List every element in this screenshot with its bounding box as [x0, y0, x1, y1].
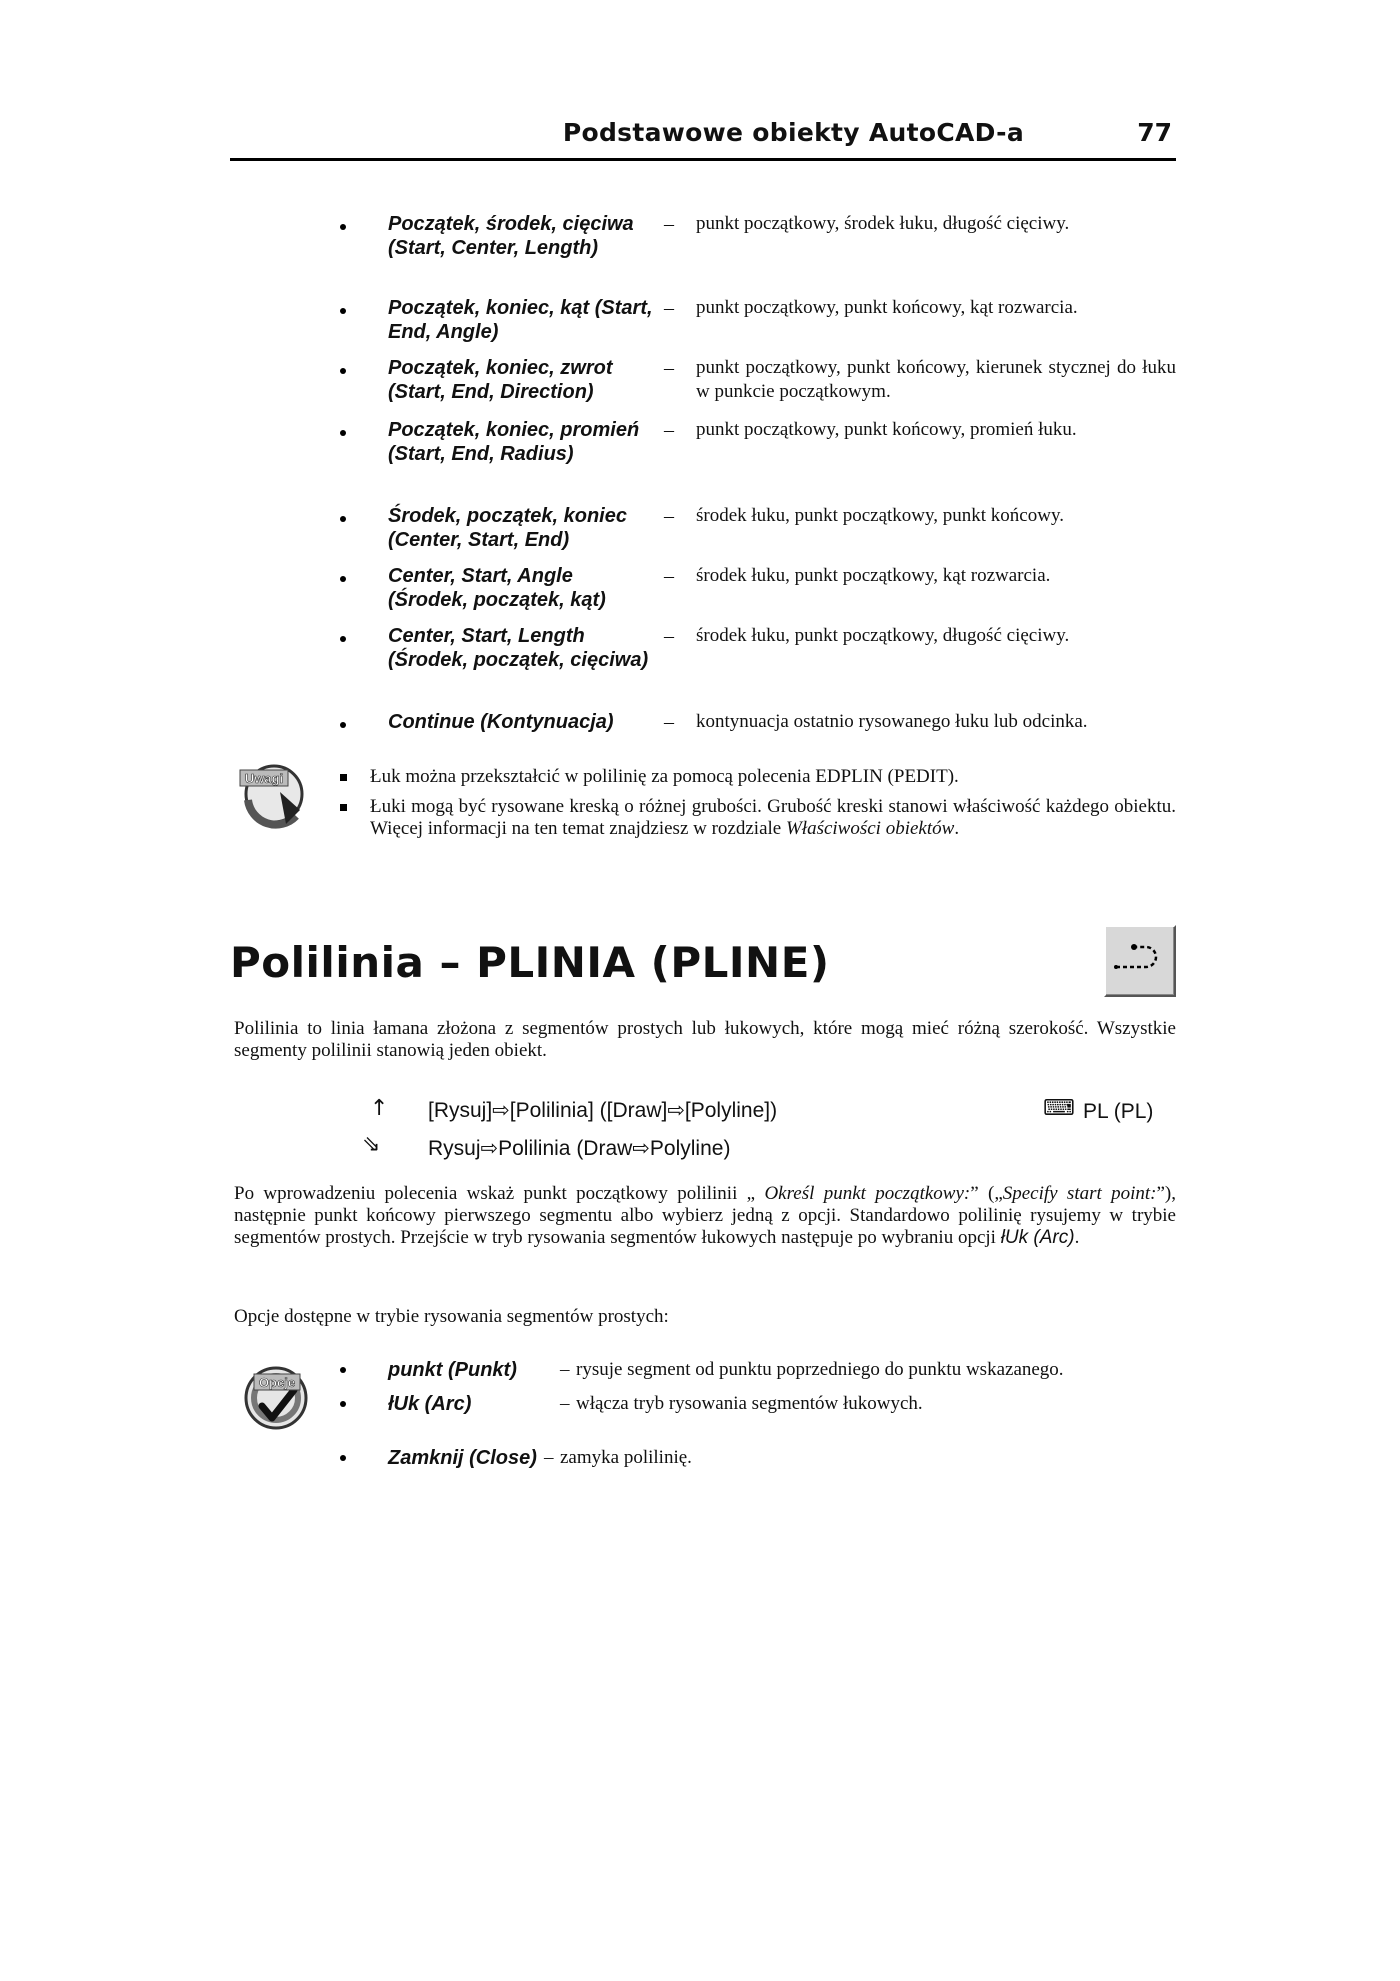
- prompt-polish: Określ punkt początkowy:: [755, 1183, 971, 1204]
- dash: –: [544, 1447, 554, 1468]
- list-item: [330, 1391, 1176, 1421]
- dash: –: [664, 419, 674, 441]
- options-intro: Opcje dostępne w trybie rysowania segmentów prostych:: [234, 1306, 669, 1327]
- dash: –: [664, 565, 674, 587]
- option-term: Początek, koniec, kąt (Start, End, Angle): [388, 297, 653, 343]
- dash: –: [560, 1393, 570, 1414]
- bullet: [340, 430, 346, 436]
- bullet: [340, 1455, 346, 1461]
- square-bullet: [340, 804, 347, 811]
- section-title: Polilinia – PLINIA (PLINE): [230, 938, 830, 987]
- keyboard-icon: ⌨: [1043, 1096, 1075, 1121]
- option-term: łUk (Arc): [388, 1393, 472, 1415]
- option-description: włącza tryb rysowania segmentów łukowych.: [576, 1393, 923, 1414]
- dash: –: [664, 357, 674, 379]
- bullet: [340, 308, 346, 314]
- option-description: punkt początkowy, punkt końcowy, kierunek stycznej do łuku w punkcie początkowym.: [696, 357, 1176, 402]
- bullet: [340, 368, 346, 374]
- body-paragraph: Po wprowadzeniu polecenia wskaż punkt początkowy polilinii „ Określ punkt początkowy:” („Specify start point:”), następnie punkt końcowy pierwszego segmentu albo wybierz jedną z opcji. Standardowo polilinię rysujemy w trybie segmentów prostych. Przejście w tryb rysowania segmentów łukowych następuje po wybraniu opcji łUk (Arc).: [234, 1183, 1176, 1248]
- options-icon-label: Opcje: [258, 1375, 296, 1390]
- keyboard-command: PL (PL): [1083, 1100, 1154, 1123]
- chapter-reference: Właściwości obiektów: [785, 818, 955, 839]
- option-term: Środek, początek, koniec (Center, Start, End): [388, 505, 627, 551]
- option-description: środek łuku, punkt początkowy, długość cięciwy.: [696, 625, 1070, 646]
- notes-icon-label: Uwagi: [244, 771, 284, 786]
- dash: –: [664, 297, 674, 319]
- dash: –: [664, 213, 674, 235]
- note-text: Łuk można przekształcić w polilinię za pomocą polecenia EDPLIN (PEDIT).: [370, 766, 959, 787]
- notes-icon: [238, 752, 318, 852]
- option-term: Początek, koniec, promień (Start, End, Radius): [388, 419, 640, 465]
- option-term: Center, Start, Angle (Środek, początek, kąt): [388, 565, 606, 611]
- bullet: [340, 1367, 346, 1373]
- bullet: [340, 636, 346, 642]
- option-description: kontynuacja ostatnio rysowanego łuku lub odcinka.: [696, 711, 1088, 732]
- option-reference: łUk (Arc): [1000, 1227, 1075, 1248]
- option-term: Początek, koniec, zwrot (Start, End, Direction): [388, 357, 613, 403]
- option-description: punkt początkowy, środek łuku, długość cięciwy.: [696, 213, 1070, 234]
- option-description: zamyka polilinię.: [560, 1447, 692, 1468]
- toolbar-path: [Rysuj]⇨[Polilinia] ([Draw]⇨[Polyline]): [428, 1099, 778, 1122]
- options-icon: [242, 1358, 320, 1438]
- option-description: punkt początkowy, punkt końcowy, kąt rozwarcia.: [696, 297, 1078, 318]
- running-header: [230, 118, 1176, 161]
- header-title: Podstawowe obiekty AutoCAD-a: [562, 118, 1024, 147]
- prompt-english: Specify start point:: [1002, 1183, 1157, 1204]
- option-term: Center, Start, Length (Środek, początek, cięciwa): [388, 625, 649, 671]
- option-description: środek łuku, punkt początkowy, kąt rozwarcia.: [696, 565, 1051, 586]
- bullet: [340, 576, 346, 582]
- note-text: Łuki mogą być rysowane kreską o różnej grubości. Grubość kreski stanowi właściwość każdego obiektu. Więcej informacji na ten temat znajdziesz w rozdziale Właściwości obiektów.: [370, 796, 1176, 839]
- section-intro: Polilinia to linia łamana złożona z segmentów prostych lub łukowych, które mogą mieć różną szerokość. Wszystkie segmenty polilinii stanowią jeden obiekt.: [234, 1018, 1176, 1061]
- list-item: [330, 1445, 1176, 1475]
- option-description: rysuje segment od punktu poprzedniego do punktu wskazanego.: [576, 1359, 1064, 1380]
- dash: –: [664, 505, 674, 527]
- polyline-toolbar-icon: [1104, 925, 1176, 997]
- list-item: [330, 1357, 1176, 1387]
- dash: –: [664, 711, 674, 733]
- option-term: Continue (Kontynuacja): [388, 711, 614, 733]
- bullet: [340, 722, 346, 728]
- page-number: 77: [1137, 118, 1172, 147]
- toolbar-arrow-icon: ↑: [370, 1096, 389, 1121]
- menu-path: Rysuj⇨Polilinia (Draw⇨Polyline): [428, 1137, 731, 1160]
- option-term: Zamknij (Close): [388, 1447, 537, 1469]
- menu-pointer-icon: ⇘: [362, 1132, 381, 1157]
- square-bullet: [340, 774, 347, 781]
- bullet: [340, 1401, 346, 1407]
- dash: –: [560, 1359, 570, 1380]
- option-description: punkt początkowy, punkt końcowy, promień łuku.: [696, 419, 1077, 440]
- bullet: [340, 516, 346, 522]
- dash: –: [664, 625, 674, 647]
- option-term: punkt (Punkt): [388, 1359, 517, 1381]
- option-term: Początek, środek, cięciwa (Start, Center, Length): [388, 213, 634, 259]
- bullet: [340, 224, 346, 230]
- option-description: środek łuku, punkt początkowy, punkt końcowy.: [696, 505, 1064, 526]
